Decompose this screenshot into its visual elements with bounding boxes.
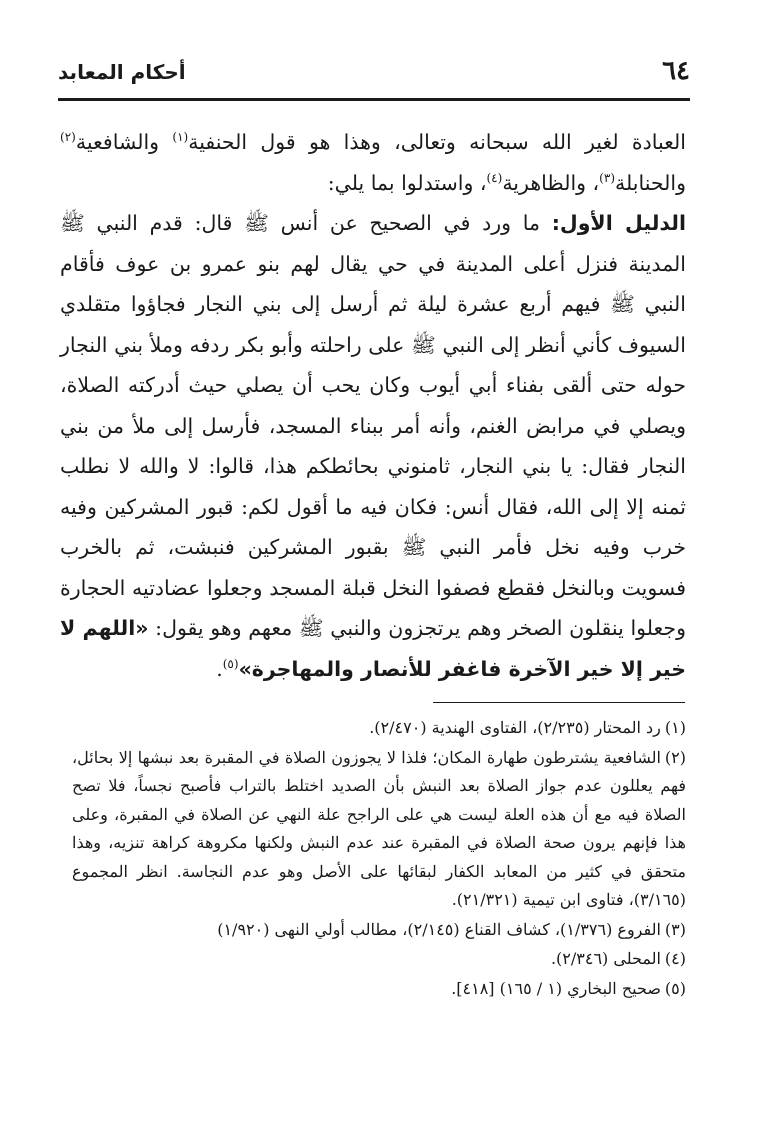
footnote-number: (٥) [664, 978, 686, 998]
footnote-text: المحلى (٢/٣٤٦). [550, 949, 661, 968]
footnote-number: (١) [664, 718, 686, 737]
main-text [60, 122, 686, 689]
footnote-ref-4: (٤) [486, 170, 503, 185]
header-rule [58, 98, 690, 101]
para1-text: العبادة لغير الله سبحانه وتعالى، وهذا هو قول الحنفية [188, 130, 687, 154]
evidence-heading: الدليل الأول: [551, 211, 686, 235]
page-header [58, 52, 690, 92]
footnote-ref-2: (٢) [60, 130, 76, 145]
para1-text-c: والحنابلة [615, 170, 686, 195]
footnote-text: الشافعية يشترطون طهارة المكان؛ فلذا لا يجوزون الصلاة في المقبرة بعد نبشها إلا بحائل، فهم يعللون عدم جواز الصلاة بعد النبش بأن الصديد اختلط بالتراب فأصبح نجساً، فلا تصح الصلاة فيه مع أن هذه العلة ليست هي على الراجح علة النهي عن الصلاة في المقبرة، وعلى هذا فإنهم يرون صحة الصلاة في المقبرة عند عدم النبش ولكنها مكروهة كراهة تنزيه، وهذا متحقق في كثير من المعابد الكفار لبقائها على الأصل وهو عدم النجاسة. انظر المجموع (٣/١٦٥)، فتاوى ابن تيمية (٢١/٣٢١). [72, 747, 687, 909]
footnote-2 [72, 744, 686, 915]
footnote-1 [72, 714, 686, 743]
footnote-ref-5: (٥) [222, 656, 239, 671]
footnote-number: (٤) [664, 949, 686, 968]
para1-text-d: ، والظاهرية [502, 170, 600, 195]
para2-end: . [216, 656, 223, 681]
paragraph-2 [60, 203, 686, 689]
footnote-text: الفروع (١/٣٧٦)، كشاف القناع (٢/١٤٥)، مطالب أولي النهى (١/٩٢٠) [217, 919, 661, 939]
footnote-separator [433, 702, 685, 703]
para1-text-b: والشافعية [75, 130, 173, 154]
footnote-ref-1: (١) [172, 130, 189, 145]
running-title: أحكام المعابد [58, 60, 186, 84]
footnote-text: صحيح البخاري (١ / ١٦٥) [٤١٨]. [451, 978, 661, 998]
footnotes [72, 714, 686, 1004]
footnote-number: (٢) [664, 747, 686, 767]
para2-text: ما ورد في الصحيح عن أنس ﷺ قال: قدم النبي ﷺ المدينة فنزل أعلى المدينة في حي يقال لهم بنو عمرو بن عوف فأقام النبي ﷺ فيهم أربع عشرة ليلة ثم أرسل إلى بني النجار فجاؤوا متقلدي السيوف كأني أنظر إلى النبي ﷺ على راحلته وأبو بكر ردفه وملأ بني النجار حوله حتى ألقى بفناء أبي أيوب وكان يحب أن يصلي حيث أدركته الصلاة، ويصلي في مرابض الغنم، وأنه أمر ببناء المسجد، فأرسل إلى ملأ من بني النجار فقال: يا بني النجار، ثامنوني بحائطكم هذا، قالوا: لا والله لا نطلب ثمنه إلا إلى الله، فقال أنس: فكان فيه ما أقول لكم: قبور المشركين وفيه خرب وفيه نخل فأمر النبي ﷺ بقبور المشركين فنبشت، ثم بالخرب فسويت وبالنخل فقطع فصفوا النخل قبلة المسجد وجعلوا عضادتيه الحجارة وجعلوا ينقلون الصخر وهم يرتجزون والنبي ﷺ معهم وهو يقول: [60, 211, 686, 640]
footnote-text: رد المحتار (٢/٢٣٥)، الفتاوى الهندية (٢/٤٧٠). [369, 718, 661, 737]
footnote-5 [72, 975, 686, 1004]
para1-text-e: ، واستدلوا بما يلي: [327, 170, 487, 195]
page-number: ٦٤ [662, 56, 690, 86]
footnote-3 [72, 916, 686, 945]
footnote-4 [72, 945, 686, 974]
hadith-quote: «اللهم لا خير إلا خير الآخرة فاغفر للأنصار والمهاجرة» [60, 616, 686, 681]
footnote-number: (٣) [664, 919, 686, 939]
footnote-ref-3: (٣) [599, 170, 615, 185]
paragraph-1 [60, 122, 686, 203]
